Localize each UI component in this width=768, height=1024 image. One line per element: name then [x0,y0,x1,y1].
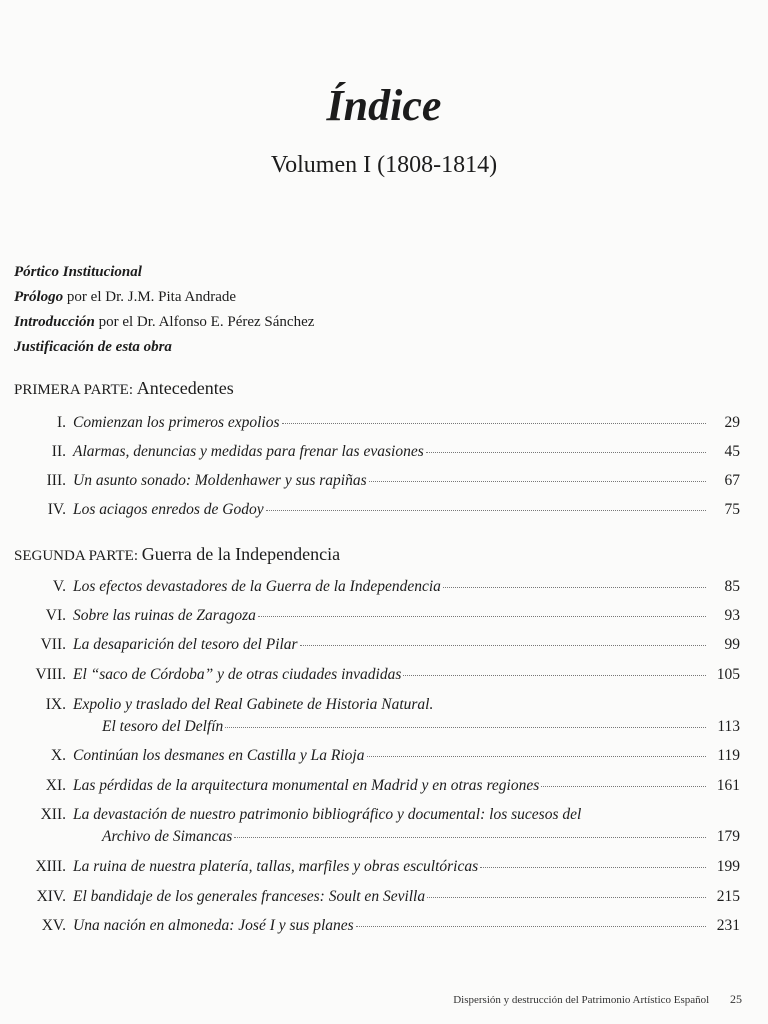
chapter-title: Expolio y traslado del Real Gabinete de Historia Natural. [73,696,434,713]
chapter-number: VI. [45,607,66,624]
front-matter-item [14,260,714,285]
dot-leader [266,510,706,511]
chapter-title: Los aciagos enredos de Godoy [73,501,264,518]
page-number: 93 [724,607,740,624]
page-number: 99 [724,636,740,653]
dot-leader [403,675,706,676]
chapter-title: El bandidaje de los generales franceses: Soult en Sevilla [73,888,426,905]
page-number: 215 [716,888,740,905]
page-number: 231 [716,917,740,934]
part-label: PRIMERA PARTE: [14,382,133,398]
page-number: 85 [724,578,740,595]
chapter-number: IV. [47,501,66,518]
front-matter-head: Introducción [14,314,95,330]
dot-leader [300,645,706,646]
toc-entry[interactable] [0,636,740,658]
chapter-title: La devastación de nuestro patrimonio bibliográfico y documental: los sucesos del [73,806,582,823]
chapter-number: X. [50,747,66,764]
dot-leader [282,423,706,424]
part-name: Guerra de la Independencia [141,544,341,564]
chapter-number: I. [56,414,66,431]
dot-leader [443,587,706,588]
toc-entry[interactable] [0,806,740,854]
chapter-title-continued: Archivo de Simancas [102,828,233,845]
dot-leader [427,897,706,898]
dot-leader [225,727,706,728]
dot-leader [426,452,706,453]
page-number: 75 [724,501,740,518]
toc-entry[interactable] [0,696,740,744]
front-matter-list [14,260,714,360]
chapter-number: XI. [45,777,66,794]
dot-leader [541,786,706,787]
chapter-title: Continúan los desmanes en Castilla y La Rioja [73,747,365,764]
toc-entry[interactable] [0,777,740,799]
front-matter-head: Justificación de esta obra [14,339,172,355]
page-number: 113 [717,718,740,735]
page-number: 119 [717,747,740,764]
page-footer [453,992,742,1007]
toc-entry[interactable] [0,501,740,523]
part-heading [14,544,340,565]
chapter-title: La desaparición del tesoro del Pilar [73,636,298,653]
chapter-number: V. [52,578,66,595]
toc-entry[interactable] [0,607,740,629]
front-matter-tail: por el Dr. Alfonso E. Pérez Sánchez [94,314,315,330]
toc-entry[interactable] [0,858,740,880]
chapter-number: XII. [40,806,66,823]
chapter-number: XIII. [35,858,66,875]
toc-entry[interactable] [0,888,740,910]
part-label: SEGUNDA PARTE: [14,548,138,564]
page-number: 105 [716,666,740,683]
front-matter-item [14,285,714,310]
toc-entry[interactable] [0,414,740,436]
chapter-number: VII. [40,636,66,653]
running-title: Dispersión y destrucción del Patrimonio Artístico Español [453,994,710,1006]
chapter-title: Sobre las ruinas de Zaragoza [73,607,256,624]
toc-entry[interactable] [0,747,740,769]
page-number: 179 [716,828,740,845]
chapter-number: III. [46,472,66,489]
toc-entry[interactable] [0,472,740,494]
front-matter-item [14,310,714,335]
chapter-title: Alarmas, denuncias y medidas para frenar las evasiones [73,443,424,460]
part-heading [14,378,234,399]
front-matter-tail: por el Dr. J.M. Pita Andrade [63,289,237,305]
chapter-title: El “saco de Córdoba” y de otras ciudades invadidas [73,666,402,683]
chapter-title: Una nación en almoneda: José I y sus planes [73,917,354,934]
chapter-title-continued: El tesoro del Delfín [102,718,224,735]
chapter-title: Las pérdidas de la arquitectura monumental en Madrid y en otras regiones [73,777,540,794]
dot-leader [234,837,706,838]
toc-entry[interactable] [0,917,740,939]
chapter-number: XV. [41,917,66,934]
chapter-title: Comienzan los primeros expolios [73,414,280,431]
page-number: 199 [716,858,740,875]
chapter-number: VIII. [35,666,66,683]
page-number: 45 [724,443,740,460]
dot-leader [258,616,706,617]
chapter-title: La ruina de nuestra platería, tallas, marfiles y obras escultóricas [73,858,479,875]
toc-title: Índice [326,81,442,130]
volume-subtitle: Volumen I (1808-1814) [270,152,498,178]
chapter-title: Los efectos devastadores de la Guerra de la Independencia [73,578,441,595]
chapter-number: XIV. [36,888,66,905]
dot-leader [367,756,707,757]
front-matter-head: Pórtico Institucional [14,264,142,280]
front-matter-item [14,335,714,360]
toc-entry[interactable] [0,443,740,465]
toc-entry[interactable] [0,666,740,688]
dot-leader [480,867,706,868]
dot-leader [356,926,706,927]
chapter-number: II. [51,443,66,460]
dot-leader [369,481,706,482]
folio-number: 25 [730,992,742,1006]
front-matter-head: Prólogo [14,289,64,305]
chapter-number: IX. [45,696,66,713]
part-name: Antecedentes [136,378,234,398]
chapter-title: Un asunto sonado: Moldenhawer y sus rapiñas [73,472,367,489]
toc-entry[interactable] [0,578,740,600]
page-number: 67 [724,472,740,489]
page-number: 29 [724,414,740,431]
page-number: 161 [716,777,740,794]
